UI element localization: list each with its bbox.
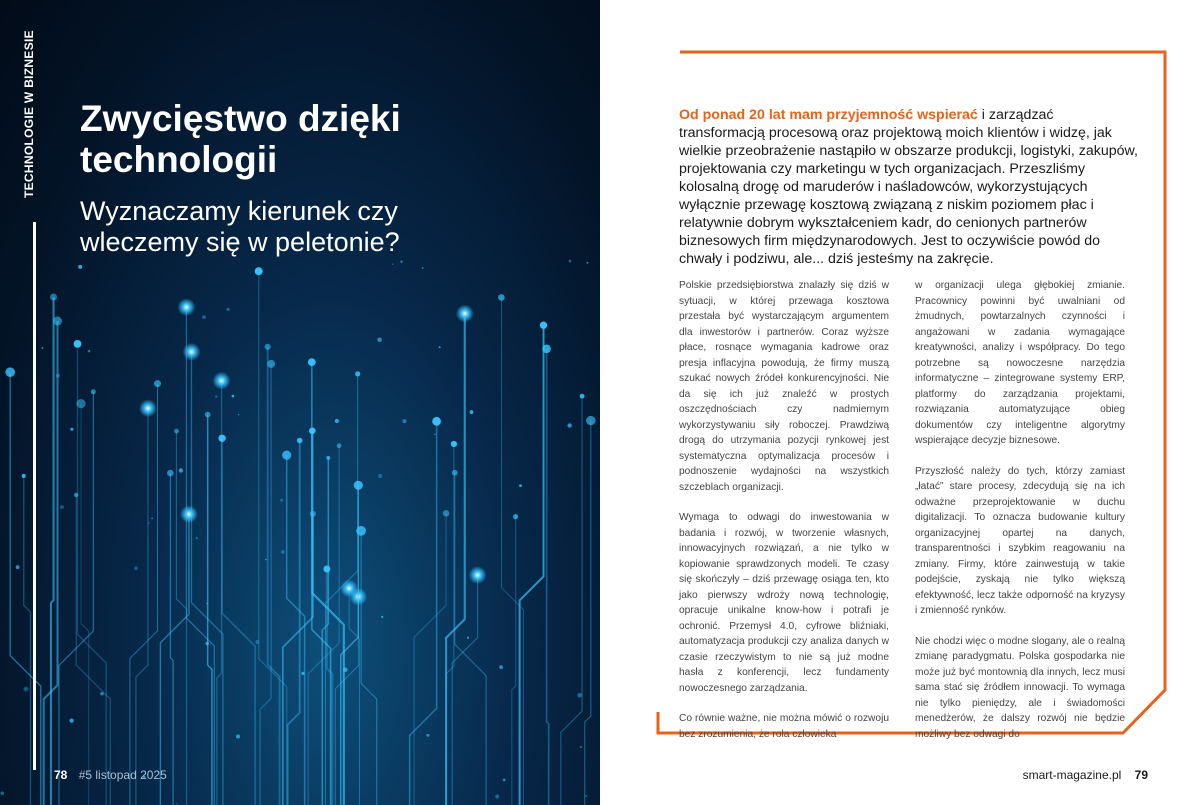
circuit-spark — [470, 410, 474, 414]
circuit-spark — [392, 263, 394, 265]
circuit-trace — [77, 344, 106, 805]
circuit-node — [265, 344, 271, 350]
circuit-node — [356, 526, 366, 536]
circuit-trace — [136, 408, 148, 805]
circuit-node — [456, 305, 474, 323]
circuit-spark — [280, 499, 283, 502]
circuit-trace — [186, 307, 214, 805]
circuit-node — [469, 566, 487, 584]
circuit-spark — [238, 414, 240, 416]
circuit-node — [310, 511, 316, 517]
circuit-spark — [343, 667, 348, 672]
circuit-spark — [70, 719, 74, 723]
circuit-spark — [434, 434, 436, 436]
circuit-trace — [217, 381, 222, 805]
circuit-spark — [335, 419, 339, 423]
circuit-node — [5, 367, 15, 377]
left-footer — [54, 768, 167, 782]
right-footer — [1023, 768, 1148, 782]
circuit-spark — [467, 637, 469, 639]
circuit-trace — [455, 473, 486, 805]
circuit-spark — [381, 616, 383, 618]
article-title: Zwycięstwo dzięki technologii — [80, 98, 401, 180]
circuit-spark — [569, 260, 572, 263]
circuit-spark — [519, 484, 522, 487]
circuit-trace — [414, 513, 446, 805]
circuit-trace — [222, 438, 255, 805]
circuit-spark — [265, 559, 267, 561]
circuit-node — [451, 441, 457, 447]
circuit-spark — [301, 672, 304, 675]
right-page-number: 79 — [1134, 768, 1148, 782]
circuit-spark — [70, 428, 73, 431]
circuit-node — [205, 412, 211, 418]
circuit-node — [586, 416, 595, 425]
circuit-node — [139, 399, 157, 417]
circuit-spark — [236, 735, 240, 739]
circuit-node — [213, 372, 231, 390]
circuit-spark — [422, 267, 424, 269]
circuit-node — [513, 514, 518, 519]
circuit-trace — [287, 455, 305, 805]
circuit-node — [183, 343, 201, 361]
body-paragraph: Wymaga to odwagi do inwestowania w badania i rozwój, w tworzenie własnych, innowacyjnych rozwiązań, a nie tylko w kopiowanie sprawdzonych modeli. Te czasy się skończyły – dziś przewagę osiąga ten, kto jako pierwszy wdroży nową technologię, opracuje unikalne know-how i potrafi je ochronić. Przemysł 4.0, cyfrowe bliźniaki, automatyzacja produkcji czy analiza danych w czasie rzeczywistym to nie są już modne hasła z konferencji, lecz fundamenty nowoczesnego zarządzania. — [679, 512, 889, 694]
circuit-trace — [446, 314, 465, 805]
circuit-node — [498, 294, 505, 301]
circuit-trace — [361, 531, 377, 805]
circuit-spark — [495, 795, 499, 799]
section-label — [6, 30, 54, 210]
circuit-node — [167, 470, 174, 477]
circuit-spark — [281, 550, 285, 554]
circuit-spark — [577, 693, 582, 698]
circuit-spark — [151, 518, 153, 520]
circuit-node — [297, 438, 303, 444]
circuit-node — [354, 481, 363, 490]
circuit-node — [308, 358, 316, 366]
circuit-spark — [232, 395, 235, 398]
circuit-trace — [51, 297, 54, 805]
circuit-spark — [16, 565, 20, 569]
circuit-trace — [585, 421, 591, 805]
issue-label: #5 listopad 2025 — [78, 768, 167, 782]
circuit-node — [452, 470, 458, 476]
circuit-node — [323, 566, 330, 573]
circuit-spark — [586, 262, 588, 264]
circuit-node — [443, 510, 450, 517]
circuit-node — [74, 340, 82, 348]
circuit-spark — [215, 395, 217, 397]
body-column-left — [679, 278, 889, 757]
circuit-trace — [24, 476, 31, 805]
circuit-spark — [206, 642, 209, 645]
circuit-node — [180, 505, 198, 523]
circuit-spark — [427, 734, 430, 737]
section-divider-line — [33, 222, 36, 770]
circuit-trace — [288, 440, 300, 805]
circuit-node — [177, 298, 195, 316]
circuit-spark — [78, 265, 82, 269]
circuit-spark — [60, 505, 64, 509]
circuit-spark — [402, 419, 406, 423]
right-page — [600, 0, 1200, 805]
circuit-node — [337, 443, 342, 448]
circuit-spark — [196, 537, 198, 539]
site-url: smart-magazine.pl — [1022, 768, 1122, 782]
circuit-spark — [377, 338, 382, 343]
circuit-spark — [227, 308, 230, 311]
circuit-trace — [130, 384, 158, 805]
circuit-spark — [400, 261, 402, 263]
circuit-node — [154, 380, 161, 387]
circuit-trace — [268, 347, 280, 805]
body-paragraph: Co równie ważne, nie można mówić o rozwoju bez zrozumienia, że rola człowieka — [679, 713, 889, 740]
circuit-spark — [134, 566, 138, 570]
circuit-node — [76, 399, 85, 408]
circuit-spark — [0, 791, 4, 795]
circuit-node — [580, 394, 585, 399]
left-page-number: 78 — [54, 768, 68, 782]
circuit-spark — [567, 423, 571, 427]
circuit-trace — [260, 364, 271, 805]
body-paragraph: Nie chodzi więc o modne slogany, ale o realną zmianę paradygmatu. Polska gospodarka nie może już być montownią dla innych, lecz musi sama stać się źródłem innowacji. To wymaga nie tylko pieniędzy, ale i świadomości menedżerów, że dalszy rozwój nie będzie możliwy bez odwagi do — [915, 635, 1125, 740]
body-column-right — [915, 278, 1125, 757]
circuit-trace — [512, 517, 516, 805]
circuit-node — [255, 267, 263, 275]
circuit-spark — [580, 746, 582, 748]
circuit-node — [432, 417, 441, 426]
circuit-trace — [547, 349, 549, 805]
circuit-spark — [206, 603, 208, 605]
circuit-trace — [561, 396, 582, 805]
circuit-node — [22, 474, 26, 478]
body-paragraph: w organizacji ulega głębokiej zmianie. Pracownicy powinni być uwalniani od żmudnych, powtarzalnych czynności i angażowani w zadania wymagające kreatywności, analizy i współpracy. Do tego potrzebne są nowoczesne narzędzia informatyczne – zintegrowane systemy ERP, platformy do zarządzania projektami, rozwiązania automatyzujące obieg dokumentów czy inteligentne algorytmy wspierające decyzje biznesowe. — [915, 280, 1125, 446]
circuit-spark — [24, 687, 29, 692]
circuit-spark — [499, 665, 503, 669]
lead-text: i zarządzać transformacją procesową oraz projektową moich klientów i widzę, jak wielkie przeobrażenie nastąpiło w obszarze produkcji, logistyki, zakupów, projektowania czy marketingu w tych organizacjach. Przeszliśmy kolosalną drogę od maruderów i naśladowców, wykorzystujących wyłącznie przewagę kosztową związaną z niskim poziomem płac i relatywnie dobrym wykształceniem kadr, do cenionych partnerów biznesowych firm międzynarodowych. Jest to oczywiście powód do chwały i podziwu, ale... dziś jesteśmy na zakręcie. — [679, 107, 1138, 267]
circuit-spark — [378, 474, 382, 478]
circuit-spark — [179, 468, 183, 472]
circuit-node — [174, 429, 179, 434]
circuit-trace — [81, 404, 89, 805]
circuit-spark — [100, 692, 103, 695]
circuit-node — [91, 389, 96, 394]
circuit-trace — [446, 444, 454, 805]
circuit-node — [326, 456, 330, 460]
circuit-spark — [503, 779, 506, 782]
circuit-spark — [439, 346, 441, 348]
lead-paragraph — [679, 106, 1139, 268]
circuit-node — [50, 294, 57, 301]
circuit-node — [282, 451, 291, 460]
circuit-spark — [148, 522, 150, 524]
article-subtitle: Wyznaczamy kierunek czy wleczemy się w peletonie? — [80, 196, 400, 257]
circuit-trace — [160, 514, 189, 805]
circuit-trace — [208, 415, 212, 805]
circuit-spark — [56, 374, 60, 378]
circuit-spark — [255, 640, 259, 644]
body-paragraph: Polskie przedsiębiorstwa znalazły się dziś w sytuacji, w której przewaga kosztowa przestała być wystarczającym argumentem dla inwestorów i partnerów. Coraz wyższe płace, rosnące wymagania kadrowe oraz presja inflacyjna powodują, że firmy muszą szukać nowych źródeł konkurencyjności. Nie da się ich już znaleźć w prostych oszczędnościach czy nadmiernym wykorzystywaniu siły roboczej. Prawdziwą drogą do utrzymania pozycji rynkowej jest systematyczna optymalizacja procesów i podnoszenie wydajności na wszystkich szczeblach organizacji. — [679, 280, 889, 493]
circuit-node — [540, 322, 547, 329]
circuit-spark — [585, 795, 587, 797]
circuit-node — [355, 371, 360, 376]
section-label-text: TECHNOLOGIE W BIZNESIE — [22, 30, 36, 198]
circuit-trace — [170, 473, 173, 805]
body-paragraph: Przyszłość należy do tych, którzy zamiast „łatać” stare procesy, zdecydują się na ich odważne przeprojektowanie w duchu digitalizacji. To oznacza budowanie kultury organizacyjnej opartej na danych, transparentności i szybkim reagowaniu na zmiany. Firmy, które zainwestują w takie podejście, zyskają nie tylko większą efektywność, lecz także odporność na kryzysy i zmienność rynków. — [915, 465, 1125, 616]
lead-highlight: Od ponad 20 lat mam przyjemność wspierać — [679, 107, 978, 123]
circuit-spark — [88, 350, 90, 352]
circuit-node — [340, 579, 358, 597]
circuit-spark — [41, 347, 43, 349]
circuit-node — [74, 493, 78, 497]
circuit-spark — [202, 315, 206, 319]
circuit-trace — [10, 372, 41, 805]
